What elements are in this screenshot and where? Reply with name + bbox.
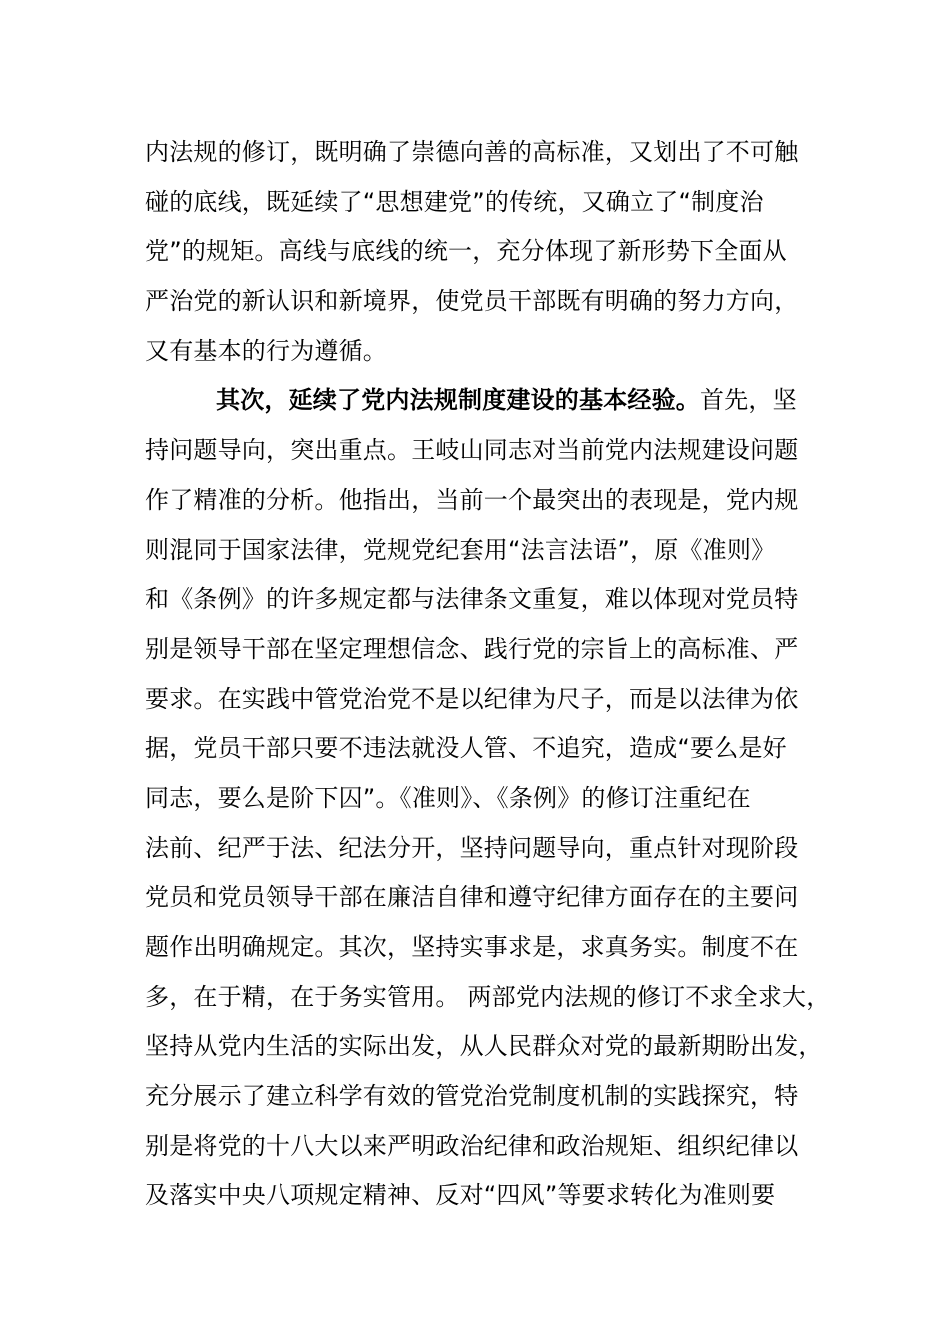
text-line: 要求。在实践中管党治党不是以纪律为尺子，而是以法律为依	[145, 684, 799, 713]
text-line: 又有基本的行为遵循。	[145, 336, 387, 365]
text-line: 充分展示了建立科学有效的管党治党制度机制的实践探究，特	[145, 1082, 799, 1111]
text-line: 作了精准的分析。他指出，当前一个最突出的表现是，党内规	[145, 485, 799, 514]
body-text	[145, 128, 831, 1221]
text-line: 党”的规矩。高线与底线的统一，充分体现了新形势下全面从	[145, 237, 787, 266]
text-line: 和《条例》的许多规定都与法律条文重复，难以体现对党员特	[145, 585, 799, 614]
text-line: 据，党员干部只要不违法就没人管、不追究，造成“要么是好	[145, 734, 787, 763]
text-line: 别是领导干部在坚定理想信念、践行党的宗旨上的高标准、严	[145, 634, 799, 663]
text-line: 则混同于国家法律，党规党纪套用“法言法语”，原《准则》	[145, 535, 776, 564]
text-line: 多，在于精，在于务实管用。 两部党内法规的修订不求全求大，	[145, 982, 831, 1011]
text-line: 题作出明确规定。其次，坚持实事求是，求真务实。制度不在	[145, 933, 799, 961]
section-heading: 其次，延续了党内法规制度建设的基本经验。	[216, 386, 700, 415]
text-line: 碰的底线，既延续了“思想建党”的传统，又确立了“制度治	[145, 187, 764, 216]
text-line: 党员和党员领导干部在廉洁自律和遵守纪律方面存在的主要问	[145, 883, 799, 912]
text-line: 同志，要么是阶下囚”。《准则》、《条例》的修订注重纪在	[145, 783, 751, 812]
text-segment: 首先，坚	[700, 386, 797, 415]
text-line: 别是将党的十八大以来严明政治纪律和政治规矩、组织纪律以	[145, 1131, 799, 1160]
paragraph-start-line	[145, 376, 825, 426]
text-line: 内法规的修订，既明确了崇德向善的高标准，又划出了不可触	[145, 138, 799, 166]
text-line: 及落实中央八项规定精神、反对“四风”等要求转化为准则要	[145, 1181, 776, 1210]
text-line: 法前、纪严于法、纪法分开，坚持问题导向，重点针对现阶段	[145, 833, 799, 862]
text-line: 严治党的新认识和新境界，使党员干部既有明确的努力方向，	[145, 287, 799, 316]
text-line: 坚持从党内生活的实际出发，从人民群众对党的最新期盼出发，	[145, 1032, 823, 1061]
text-line: 持问题导向，突出重点。王岐山同志对当前党内法规建设问题	[145, 436, 799, 465]
